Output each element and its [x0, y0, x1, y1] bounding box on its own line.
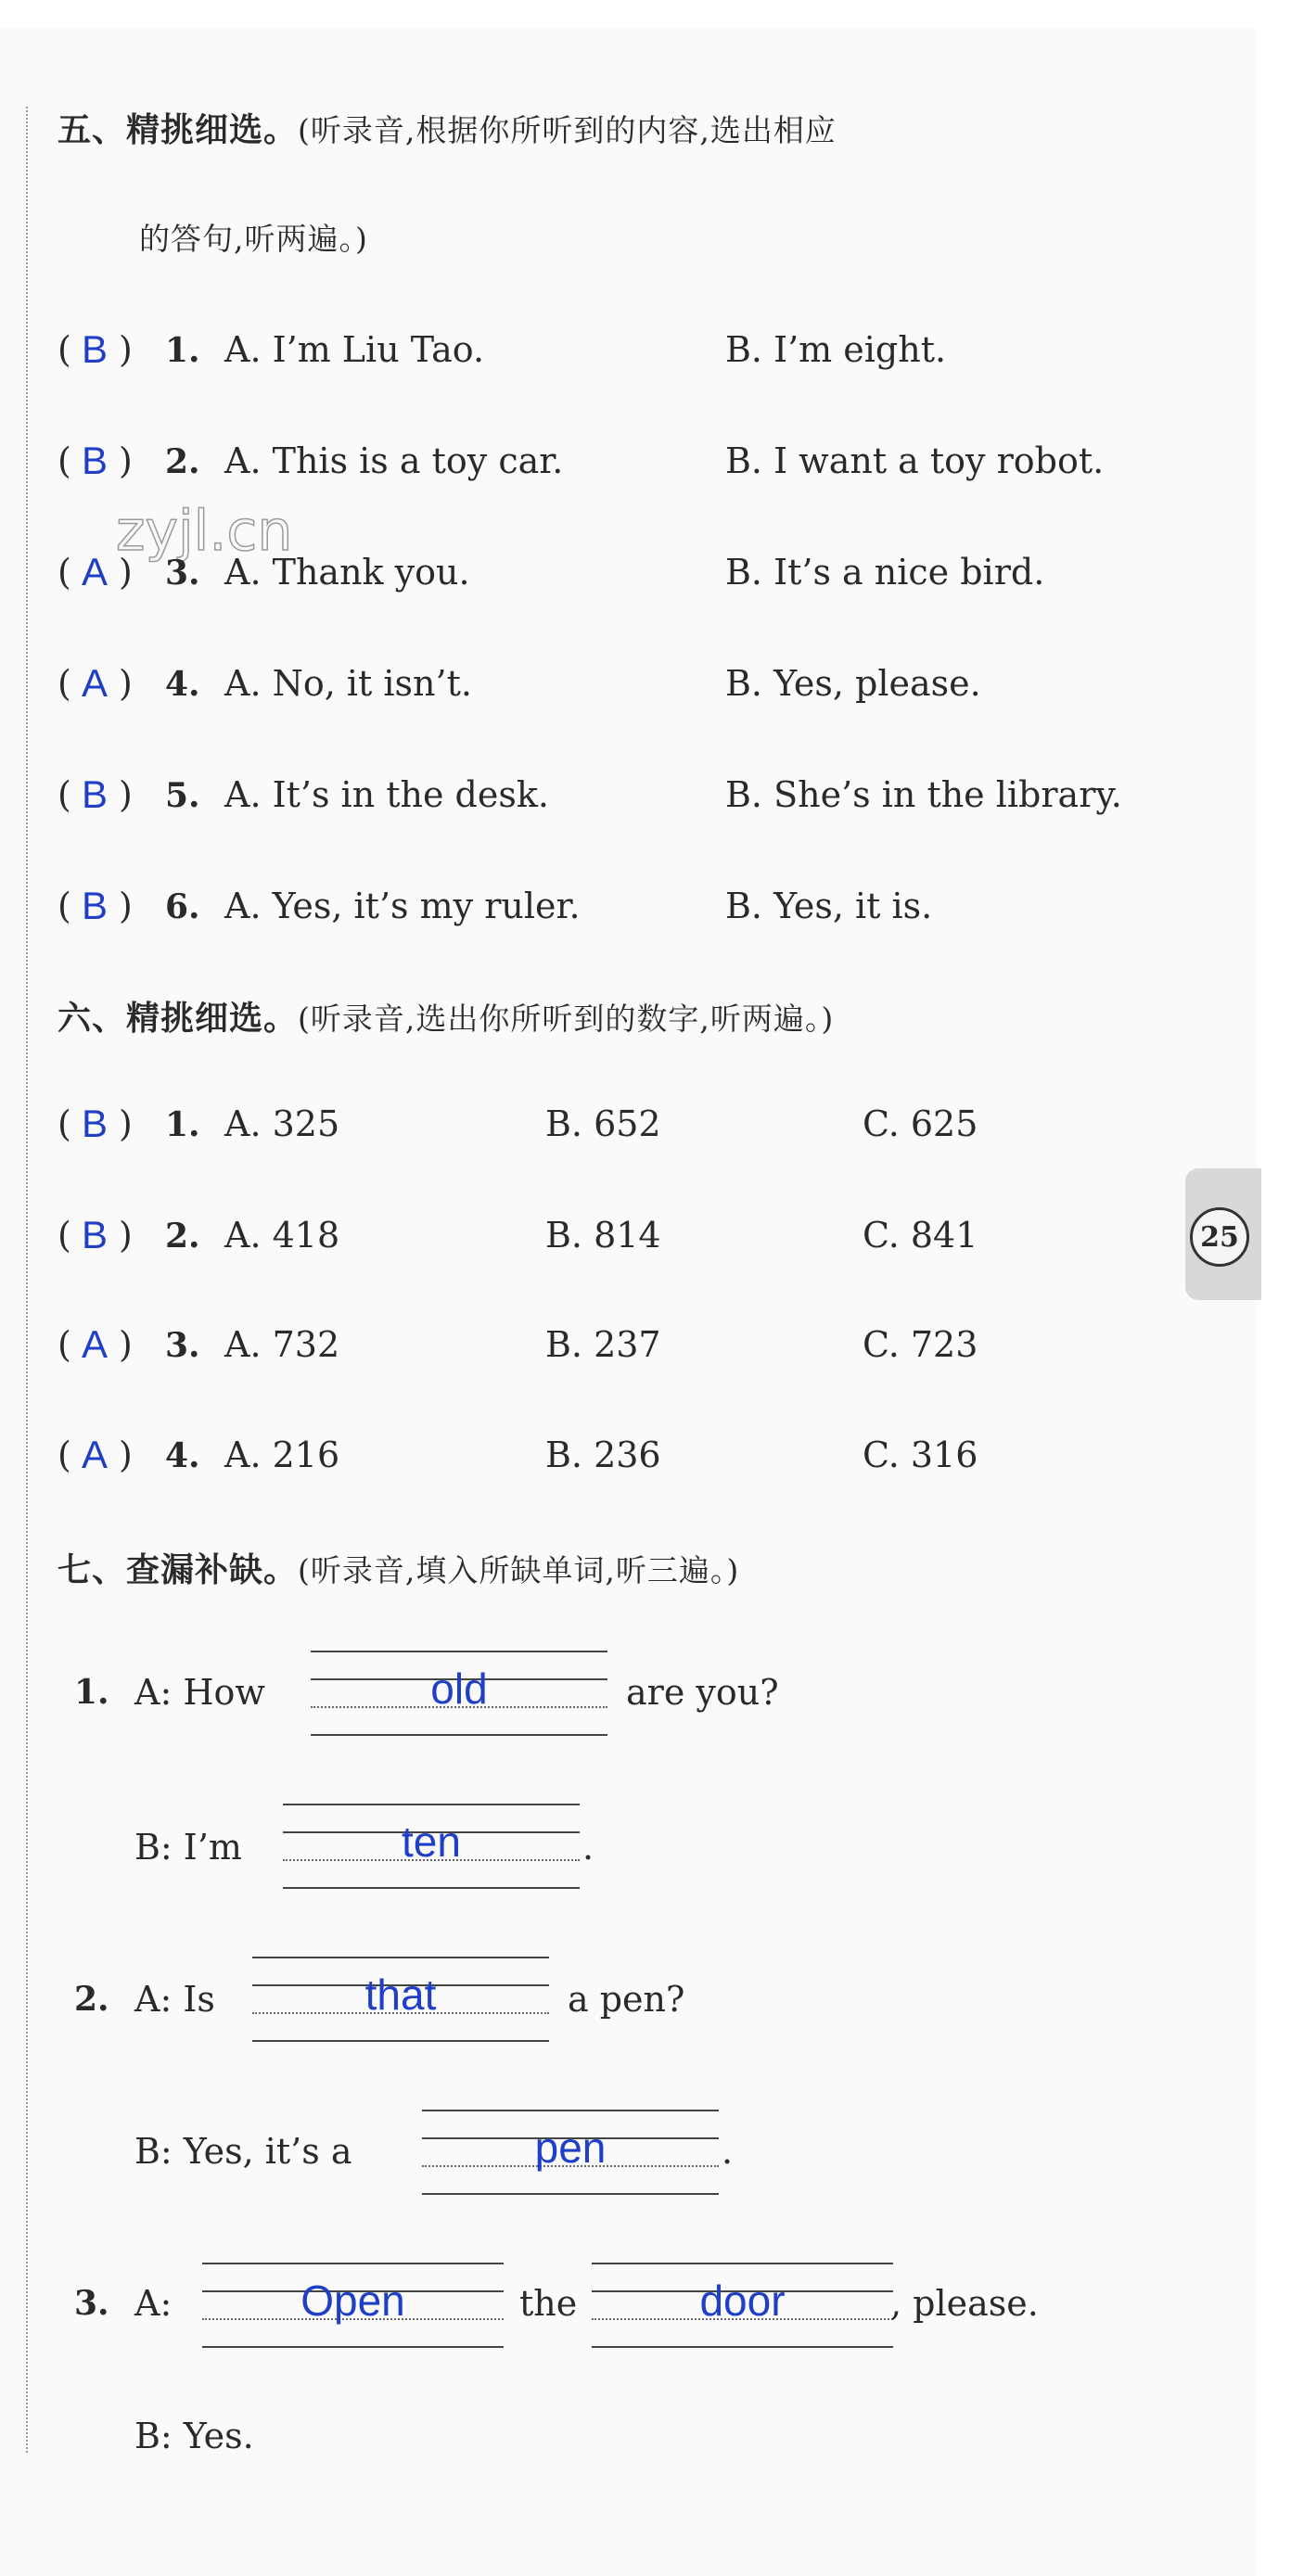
- binding-dotted-line: [26, 107, 28, 2453]
- s6-q2-option-c: C. 841: [863, 1215, 978, 1256]
- s5-q6-paren-close: ): [119, 886, 133, 926]
- s5-q2-number: 2.: [165, 442, 200, 481]
- q2-b-suffix: .: [722, 2131, 734, 2172]
- q2-b-prefix: B: Yes, it’s a: [134, 2131, 352, 2172]
- q2-a-blank[interactable]: [252, 1957, 549, 2040]
- section7-instruction: (听录音,填入所缺单词,听三遍。): [298, 1552, 740, 1588]
- s6-q3-option-b: B. 237: [545, 1324, 661, 1365]
- q3-answer-2: door: [699, 2276, 786, 2325]
- s6-q3-option-a: A. 732: [224, 1324, 340, 1365]
- section6-title: 六、精挑细选。: [58, 1000, 299, 1038]
- s6-q2-option-a: A. 418: [224, 1215, 340, 1256]
- s5-q3-option-a: A. Thank you.: [224, 552, 470, 593]
- q1-a-blank[interactable]: [311, 1651, 607, 1734]
- s5-q2-answer: B: [82, 439, 109, 482]
- q1-b-prefix: B: I’m: [134, 1827, 242, 1868]
- section6-heading: [58, 992, 834, 1039]
- s5-q4-paren-open: (: [58, 663, 71, 704]
- s5-q6-paren-open: (: [58, 886, 71, 926]
- q2-number: 2.: [74, 1980, 109, 2019]
- s5-q6-answer: B: [82, 884, 109, 927]
- q3-number: 3.: [74, 2284, 109, 2323]
- s6-q1-answer: B: [82, 1102, 109, 1145]
- s5-q3-paren-close: ): [119, 552, 133, 593]
- section5-instruction-line2: [139, 215, 368, 259]
- q3-answer-1: Open: [300, 2276, 405, 2325]
- s5-q3-answer: A: [82, 550, 109, 593]
- section7-title: 七、查漏补缺。: [58, 1551, 299, 1589]
- q1-a-suffix: are you?: [626, 1672, 779, 1713]
- section6-instruction: (听录音,选出你所听到的数字,听两遍。): [298, 1001, 835, 1037]
- s5-q6-option-a: A. Yes, it’s my ruler.: [224, 886, 581, 926]
- s5-q5-paren-open: (: [58, 774, 71, 815]
- s5-q4-answer: A: [82, 661, 109, 705]
- page-number: 25: [1190, 1207, 1249, 1267]
- s6-q2-paren-close: ): [119, 1215, 133, 1256]
- s6-q3-option-c: C. 723: [863, 1324, 978, 1365]
- s6-q2-answer: B: [82, 1213, 109, 1256]
- q1-b-answer: ten: [402, 1817, 461, 1866]
- s5-q2-option-a: A. This is a toy car.: [224, 440, 564, 481]
- s5-q5-number: 5.: [165, 776, 200, 815]
- watermark-logo: zyjl.cn: [116, 499, 293, 564]
- q2-b-answer: pen: [534, 2123, 607, 2172]
- section5-heading: [58, 104, 837, 151]
- s6-q4-option-b: B. 236: [545, 1435, 661, 1475]
- section5-title: 五、精挑细选。: [58, 111, 299, 149]
- s6-q4-paren-open: (: [58, 1435, 71, 1475]
- q1-b-suffix: .: [582, 1827, 594, 1868]
- s5-q4-number: 4.: [165, 665, 200, 704]
- s6-q3-number: 3.: [165, 1326, 200, 1365]
- s6-q1-number: 1.: [165, 1105, 200, 1144]
- s6-q3-paren-open: (: [58, 1324, 71, 1365]
- s6-q1-option-c: C. 625: [863, 1103, 978, 1144]
- s5-q6-option-b: B. Yes, it is.: [725, 886, 933, 926]
- s5-q3-number: 3.: [165, 554, 200, 593]
- q3-blank-2[interactable]: [592, 2263, 893, 2346]
- s6-q1-option-a: A. 325: [224, 1103, 340, 1144]
- section7-heading: [58, 1544, 739, 1591]
- q3-blank-1[interactable]: [202, 2263, 504, 2346]
- q2-a-answer: that: [364, 1970, 437, 2019]
- s6-q4-number: 4.: [165, 1436, 200, 1475]
- q2-a-prefix: A: Is: [134, 1979, 215, 2020]
- s5-q4-option-b: B. Yes, please.: [725, 663, 981, 704]
- s5-q5-paren-close: ): [119, 774, 133, 815]
- s6-q4-option-c: C. 316: [863, 1435, 978, 1475]
- s6-q2-number: 2.: [165, 1217, 200, 1256]
- s6-q2-paren-open: (: [58, 1215, 71, 1256]
- s5-q3-option-b: B. It’s a nice bird.: [725, 552, 1045, 593]
- s5-q2-paren-close: ): [119, 440, 133, 481]
- q3-a-suffix: , please.: [890, 2283, 1039, 2324]
- s6-q1-option-b: B. 652: [545, 1103, 661, 1144]
- s5-q1-paren-open: (: [58, 329, 71, 370]
- q2-b-blank[interactable]: [422, 2110, 719, 2193]
- s5-q1-number: 1.: [165, 331, 200, 370]
- s5-q5-option-b: B. She’s in the library.: [725, 774, 1122, 815]
- s6-q4-paren-close: ): [119, 1435, 133, 1475]
- s6-q3-answer: A: [82, 1322, 109, 1366]
- s5-q1-answer: B: [82, 327, 109, 371]
- q3-a-prefix: A:: [134, 2283, 173, 2324]
- s5-q2-option-b: B. I want a toy robot.: [725, 440, 1105, 481]
- section5-instruction-1: (听录音,根据你所听到的内容,选出相应: [298, 112, 837, 148]
- q1-b-blank[interactable]: [283, 1804, 580, 1887]
- s6-q3-paren-close: ): [119, 1324, 133, 1365]
- q3-mid-word: the: [519, 2283, 578, 2324]
- s5-q1-paren-close: ): [119, 329, 133, 370]
- s5-q3-paren-open: (: [58, 552, 71, 593]
- s5-q2-paren-open: (: [58, 440, 71, 481]
- s6-q4-option-a: A. 216: [224, 1435, 340, 1475]
- s6-q1-paren-close: ): [119, 1103, 133, 1144]
- s5-q4-paren-close: ): [119, 663, 133, 704]
- top-margin: [0, 0, 1291, 28]
- s6-q1-paren-open: (: [58, 1103, 71, 1144]
- section5-instruction-2: 的答句,听两遍。): [139, 221, 368, 257]
- q2-a-suffix: a pen?: [568, 1979, 685, 2020]
- s5-q6-number: 6.: [165, 887, 200, 926]
- s5-q5-answer: B: [82, 772, 109, 816]
- s5-q4-option-a: A. No, it isn’t.: [224, 663, 472, 704]
- q1-a-answer: old: [430, 1664, 488, 1713]
- s5-q5-option-a: A. It’s in the desk.: [224, 774, 549, 815]
- q1-a-prefix: A: How: [134, 1672, 265, 1713]
- s5-q1-option-b: B. I’m eight.: [725, 329, 947, 370]
- q1-number: 1.: [74, 1673, 109, 1712]
- s6-q4-answer: A: [82, 1433, 109, 1476]
- s5-q1-option-a: A. I’m Liu Tao.: [224, 329, 485, 370]
- q3-b-line: B: Yes.: [134, 2416, 254, 2456]
- s6-q2-option-b: B. 814: [545, 1215, 661, 1256]
